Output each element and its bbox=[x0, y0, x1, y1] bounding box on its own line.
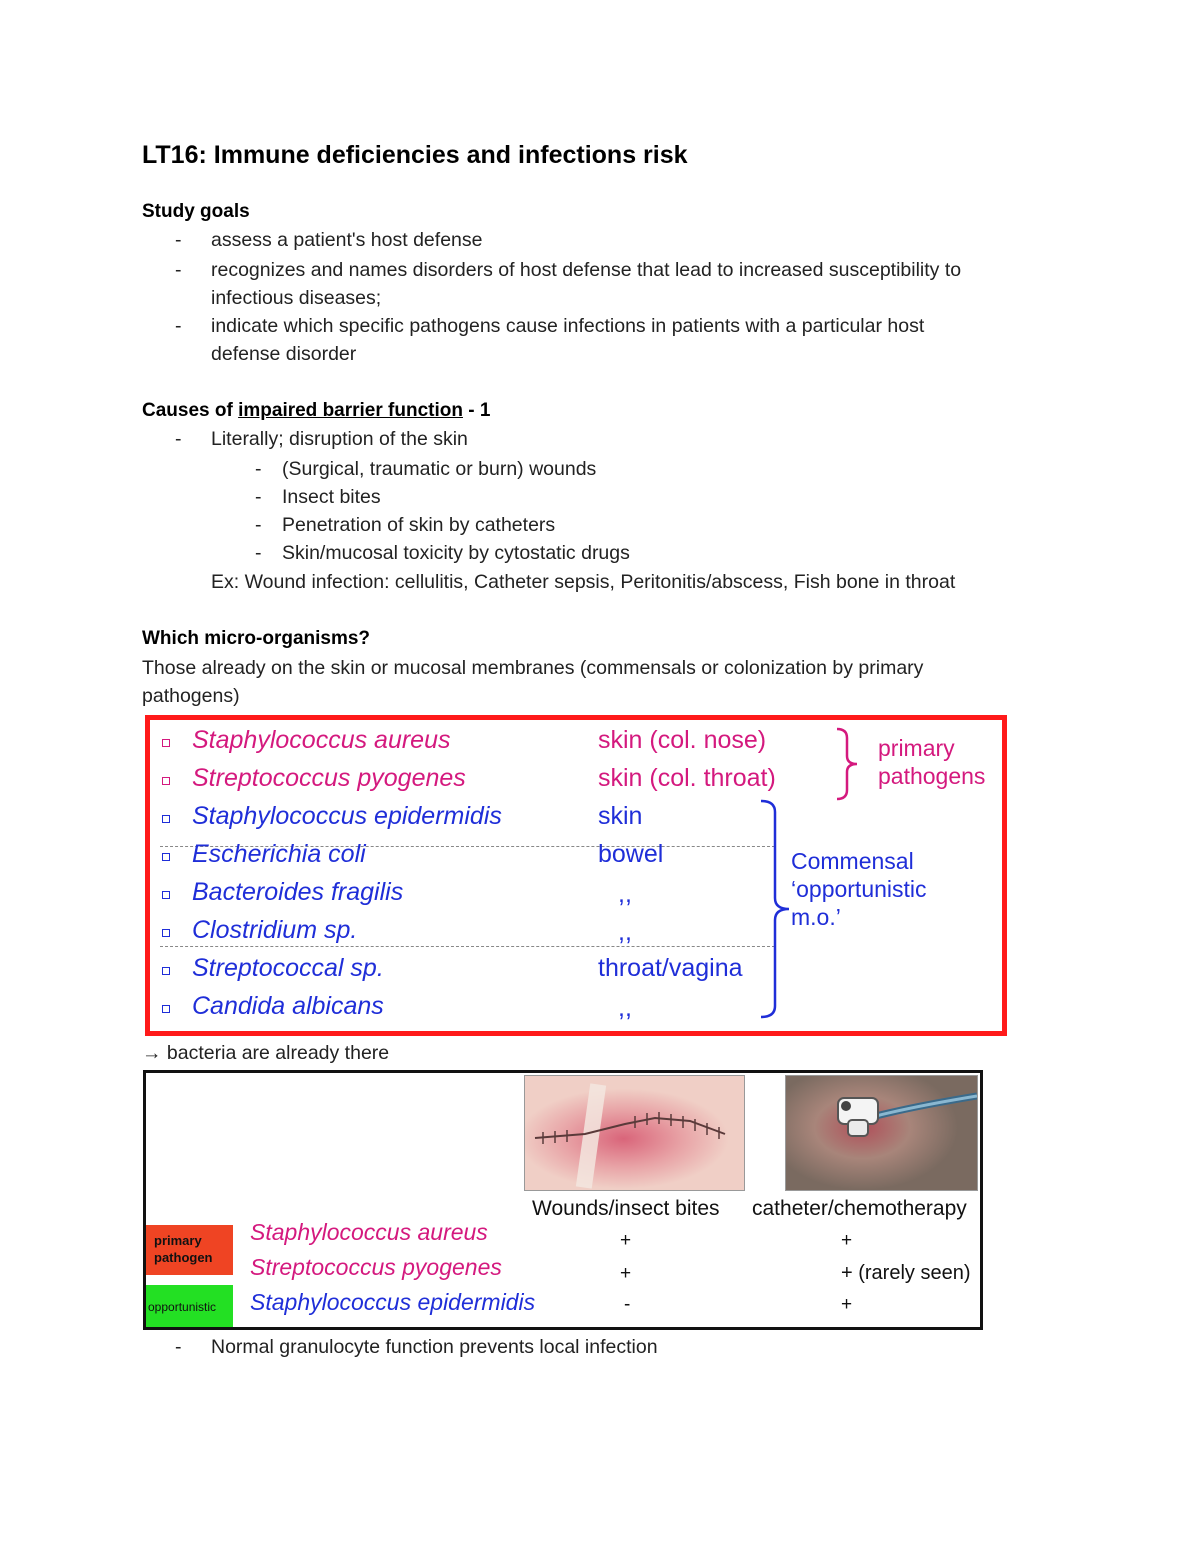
organism-site: ,, bbox=[618, 918, 632, 946]
commensal-note: Commensal ‘opportunistic m.o.’ bbox=[791, 848, 927, 930]
checkbox-bullet-icon bbox=[162, 1005, 170, 1013]
checkbox-bullet-icon bbox=[162, 815, 170, 823]
bullet-dash: - bbox=[175, 315, 182, 337]
column-header-wounds: Wounds/insect bites bbox=[532, 1197, 720, 1220]
arrow-text: → bacteria are already there bbox=[142, 1042, 390, 1064]
organism-site: ,, bbox=[618, 994, 632, 1022]
checkbox-bullet-icon bbox=[162, 891, 170, 899]
causes-subitem-1: (Surgical, traumatic or burn) wounds bbox=[282, 458, 597, 480]
organism-site: ,, bbox=[618, 880, 632, 908]
checkbox-bullet-icon bbox=[162, 929, 170, 937]
causes-heading-underlined: impaired barrier function bbox=[238, 400, 463, 421]
organism-table bbox=[145, 715, 1007, 1036]
study-goal-1: assess a patient's host defense bbox=[211, 229, 483, 251]
column-header-catheter: catheter/chemotherapy bbox=[752, 1197, 967, 1220]
catheter-icon bbox=[786, 1076, 977, 1190]
organism-name: Staphylococcus epidermidis bbox=[192, 802, 502, 830]
infection-type-table bbox=[143, 1070, 983, 1330]
bullet-dash: - bbox=[175, 229, 182, 251]
organism-site: skin (col. throat) bbox=[598, 764, 776, 792]
causes-heading: Causes of impaired barrier function - 1 bbox=[142, 400, 491, 421]
organism-name: Streptococcal sp. bbox=[192, 954, 384, 982]
page-title: LT16: Immune deficiencies and infections risk bbox=[142, 141, 688, 169]
organism-name: Streptococcus pyogenes bbox=[192, 764, 466, 792]
wounds-mark: + bbox=[620, 1230, 632, 1251]
micro-heading: Which micro-organisms? bbox=[142, 628, 371, 649]
organism-name: Staphylococcus aureus bbox=[250, 1219, 488, 1245]
catheter-mark: + bbox=[841, 1294, 853, 1315]
causes-subitem-2: Insect bites bbox=[282, 486, 381, 508]
micro-text-line-2: pathogens) bbox=[142, 685, 240, 707]
organism-name: Escherichia coli bbox=[192, 840, 366, 868]
primary-brace-icon bbox=[833, 726, 863, 802]
organism-name: Staphylococcus epidermidis bbox=[250, 1289, 536, 1315]
granulocyte-note: Normal granulocyte function prevents local infection bbox=[211, 1336, 658, 1358]
bullet-dash: - bbox=[255, 542, 262, 564]
bullet-dash: - bbox=[175, 259, 182, 281]
suture-wound-icon bbox=[525, 1076, 744, 1190]
checkbox-bullet-icon bbox=[162, 853, 170, 861]
bullet-dash: - bbox=[255, 486, 262, 508]
organism-site: skin (col. nose) bbox=[598, 726, 767, 754]
organism-name: Staphylococcus aureus bbox=[192, 726, 451, 754]
causes-subitem-3: Penetration of skin by catheters bbox=[282, 514, 556, 536]
wound-photo bbox=[524, 1075, 745, 1191]
opportunistic-tag: opportunistic bbox=[146, 1285, 233, 1327]
wounds-mark: - bbox=[624, 1294, 631, 1315]
organism-site: bowel bbox=[598, 840, 664, 868]
catheter-photo bbox=[785, 1075, 978, 1191]
study-goal-2-cont: infectious diseases; bbox=[211, 287, 382, 309]
catheter-mark: + (rarely seen) bbox=[841, 1262, 971, 1284]
study-goal-3: indicate which specific pathogens cause infections in patients with a particular host bbox=[211, 315, 925, 337]
causes-item: Literally; disruption of the skin bbox=[211, 428, 468, 450]
bullet-dash: - bbox=[255, 458, 262, 480]
organism-site: throat/vagina bbox=[598, 954, 743, 982]
organism-site: skin bbox=[598, 802, 643, 830]
study-goal-3-cont: defense disorder bbox=[211, 343, 357, 365]
organism-name: Streptococcus pyogenes bbox=[250, 1254, 502, 1280]
causes-example: Ex: Wound infection: cellulitis, Catheter sepsis, Peritonitis/abscess, Fish bone in throat bbox=[211, 571, 956, 593]
bullet-dash: - bbox=[175, 428, 182, 450]
checkbox-bullet-icon bbox=[162, 739, 170, 747]
organism-name: Bacteroides fragilis bbox=[192, 878, 404, 906]
study-goal-2: recognizes and names disorders of host defense that lead to increased susceptibility to bbox=[211, 259, 962, 281]
separator-line bbox=[160, 946, 775, 947]
commensal-brace-icon bbox=[755, 798, 795, 1020]
checkbox-bullet-icon bbox=[162, 967, 170, 975]
organism-name: Clostridium sp. bbox=[192, 916, 358, 944]
causes-subitem-4: Skin/mucosal toxicity by cytostatic drugs bbox=[282, 542, 630, 564]
study-goals-heading: Study goals bbox=[142, 201, 250, 222]
wounds-mark: + bbox=[620, 1263, 632, 1284]
primary-pathogens-note: primary pathogens bbox=[878, 735, 986, 789]
micro-text-line-1: Those already on the skin or mucosal membranes (commensals or colonization by primary bbox=[142, 657, 924, 679]
checkbox-bullet-icon bbox=[162, 777, 170, 785]
primary-pathogen-tag: primary pathogen bbox=[146, 1225, 233, 1275]
bullet-dash: - bbox=[255, 514, 262, 536]
catheter-mark: + bbox=[841, 1230, 853, 1251]
bullet-dash: - bbox=[175, 1336, 182, 1358]
organism-name: Candida albicans bbox=[192, 992, 384, 1020]
